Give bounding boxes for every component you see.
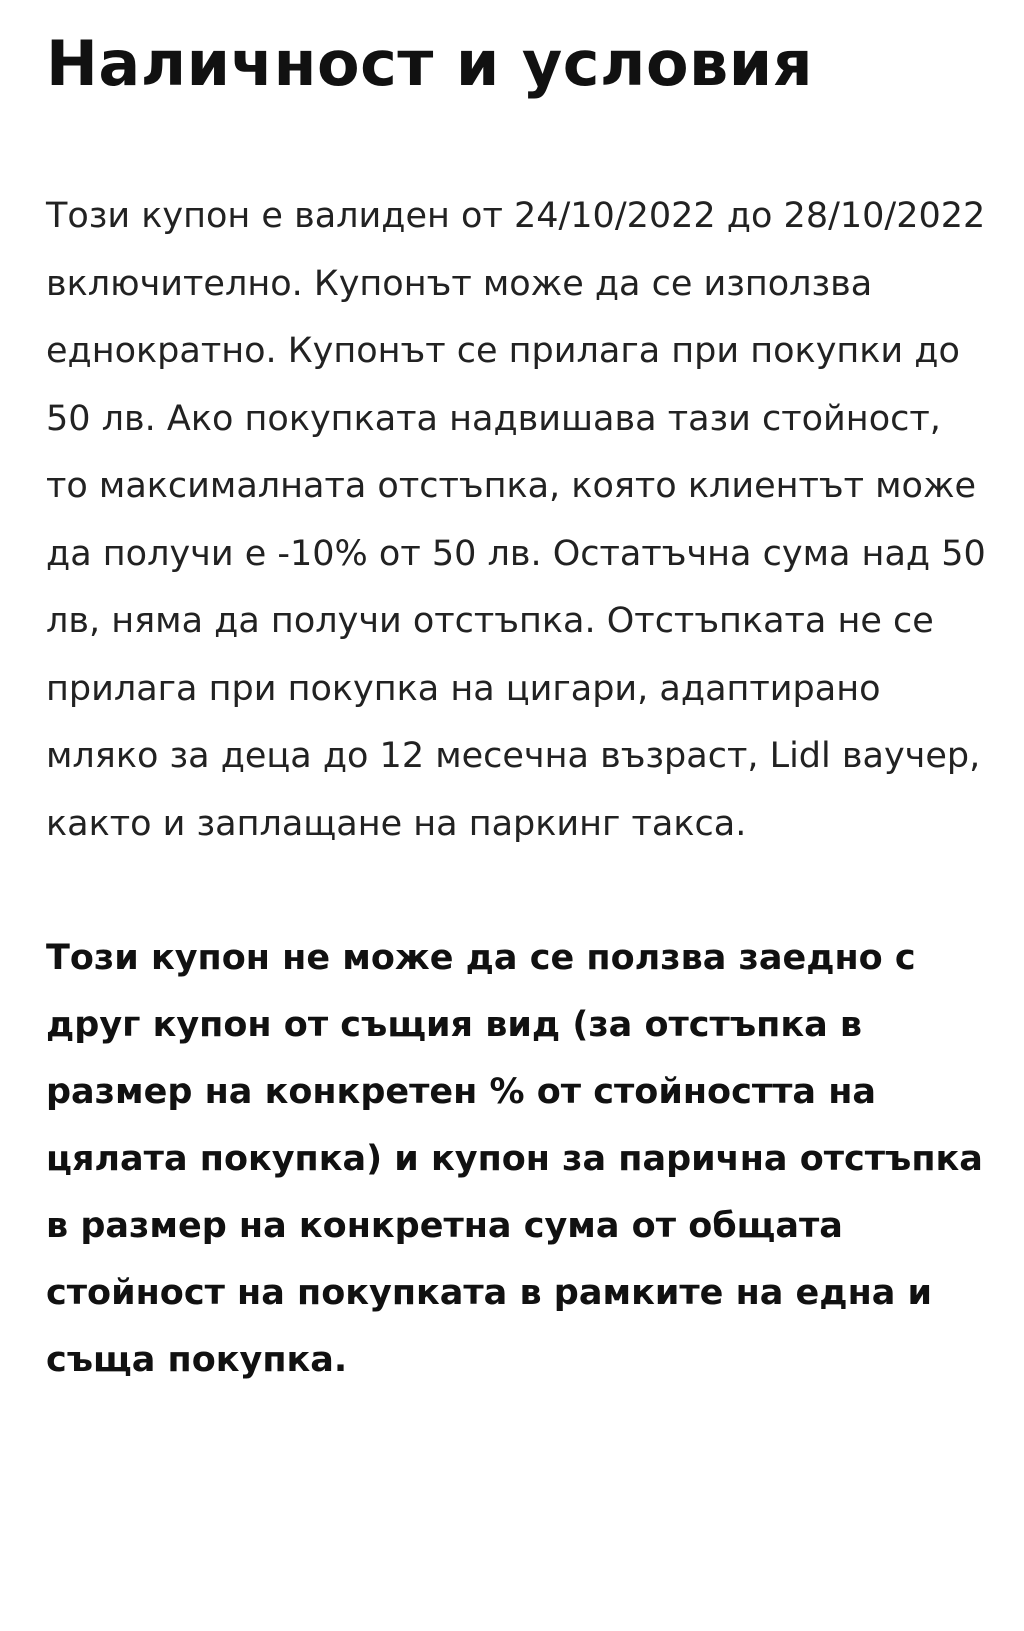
coupon-combination-note: Този купон не може да се ползва заедно с друг купон от същия вид (за отстъпка в размер на конкретен % от стойността на цялата покупка) и купон за парична отстъпка в размер на конкретна сума от общата стойност на покупката в рамките на една и съща покупка.	[46, 938, 983, 1381]
coupon-terms-paragraph: Този купон е валиден от 24/10/2022 до 28/10/2022 включително. Купонът може да се използва еднократно. Купонът се прилага при покупки до 50 лв. Ако покупката надвишава тази стойност, то максималната отстъпка, която клиентът може да получи е -10% от 50 лв. Остатъчна сума над 50 лв, няма да получи отстъпка. Отстъпката не се прилага при покупка на цигари, адаптирано мляко за деца до 12 месечна възраст, Lidl ваучер, както и заплащане на паркинг такса.	[46, 196, 986, 844]
page-title: Наличност и условия	[46, 27, 814, 100]
availability-conditions-section	[46, 0, 986, 1394]
